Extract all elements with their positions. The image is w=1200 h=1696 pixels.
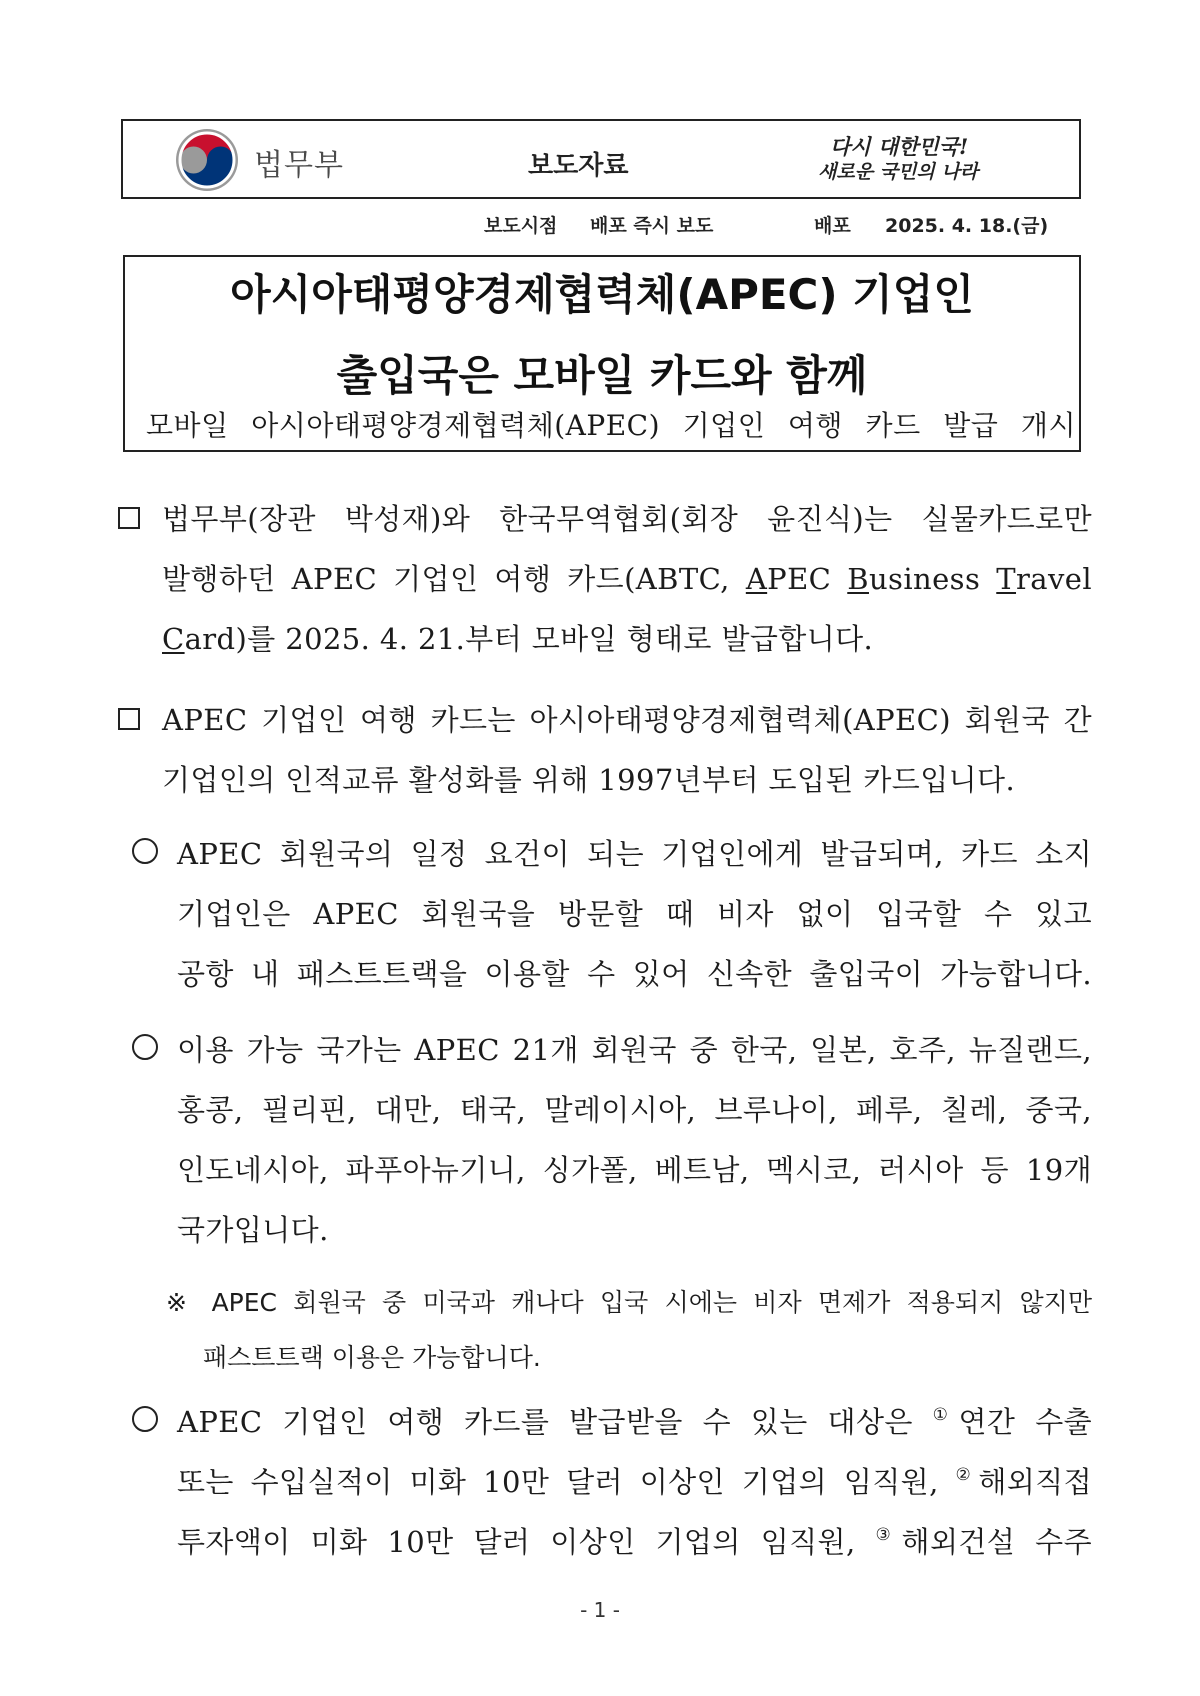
b3-line3-text: 투자액이 미화 10만 달러 이상인 기업의 임직원, [177,1525,876,1559]
p1-ravel: ravel [1016,562,1092,596]
page-number: - 1 - [580,1598,620,1622]
checkbox-square-icon [118,507,140,529]
b3-line1 [177,1400,1092,1441]
slogan-line1: 다시 대한민국! [830,134,969,159]
circled-number-1: ① [932,1405,959,1425]
b3-line1-end: 연간 수출 [958,1405,1093,1439]
subtitle: 모바일 아시아태평양경제협력체(APEC) 기업인 여행 카드 발급 개시 [146,409,1076,442]
p1-line3-text: ard)를 2025. 4. 21.부터 모바일 형태로 발급합니다. [184,622,874,656]
p2-line2: 기업인의 인적교류 활성화를 위해 1997년부터 도입된 카드입니다. [162,763,1016,797]
b3-line2 [177,1460,1092,1501]
slogan-calligraphy [818,132,1048,184]
b3-line1-text: APEC 기업인 여행 카드를 발급받을 수 있는 대상은 [177,1405,933,1439]
underlined-T: T [996,562,1017,596]
checkbox-square-icon [118,708,140,730]
b3-line3-end: 해외건설 수주 [901,1525,1092,1559]
bullet-circle-icon [132,1406,158,1432]
note-line1: ※ APEC 회원국 중 미국과 캐나다 입국 시에는 비자 면제가 적용되지 않지만 [166,1288,1092,1317]
b3-line2-text: 또는 수입실적이 미화 10만 달러 이상인 기업의 임직원, [177,1465,956,1499]
p1-usiness: usiness [868,562,997,596]
p1-pec: PEC [767,562,848,596]
b2-line1: 이용 가능 국가는 APEC 21개 회원국 중 한국, 일본, 호주, 뉴질랜드, [177,1033,1092,1067]
circled-number-2: ② [955,1465,979,1485]
b3-line3 [177,1520,1092,1561]
release-time-label: 보도시점 [484,215,558,237]
p1-line2 [162,557,1092,598]
title-line2: 출입국은 모바일 카드와 함께 [336,351,868,400]
bullet-circle-icon [132,838,158,864]
slogan-brush-art [818,132,1048,184]
circled-number-3: ③ [875,1525,902,1545]
underlined-B: B [847,562,869,596]
government-emblem-icon [174,127,240,193]
p1-line1: 법무부(장관 박성재)와 한국무역협회(회장 윤진식)는 실물카드로만 [162,502,1092,536]
ministry-name: 법무부 [254,148,344,183]
underlined-C: C [162,622,185,656]
b1-line2: 기업인은 APEC 회원국을 방문할 때 비자 없이 입국할 수 있고 [177,897,1092,931]
b2-line2: 홍콩, 필리핀, 대만, 태국, 말레이시아, 브루나이, 페루, 칠레, 중국, [177,1093,1092,1127]
b2-line4: 국가입니다. [177,1213,329,1247]
release-date-value: 2025. 4. 18.(금) [885,215,1049,237]
slogan-line2: 새로운 국민의 나라 [818,161,979,183]
b1-line1: APEC 회원국의 일정 요건이 되는 기업인에게 발급되며, 카드 소지 [177,837,1092,871]
title-line1: 아시아태평양경제협력체(APEC) 기업인 [230,270,974,319]
b3-line2-end: 해외직접 [978,1465,1093,1499]
underlined-A: A [745,562,768,596]
release-type: 보도자료 [528,151,629,181]
note-line2: 패스트트랙 이용은 가능합니다. [203,1343,541,1372]
release-time-value: 배포 즉시 보도 [590,215,714,237]
b1-line3: 공항 내 패스트트랙을 이용할 수 있어 신속한 출입국이 가능합니다. [177,957,1092,991]
release-date-label: 배포 [814,215,851,237]
bullet-circle-icon [132,1034,158,1060]
p1-line3 [162,617,873,658]
p2-line1: APEC 기업인 여행 카드는 아시아태평양경제협력체(APEC) 회원국 간 [162,703,1092,737]
b2-line3: 인도네시아, 파푸아뉴기니, 싱가폴, 베트남, 멕시코, 러시아 등 19개 [177,1153,1092,1187]
p1-line2-text: 발행하던 APEC 기업인 여행 카드(ABTC, [162,562,746,596]
